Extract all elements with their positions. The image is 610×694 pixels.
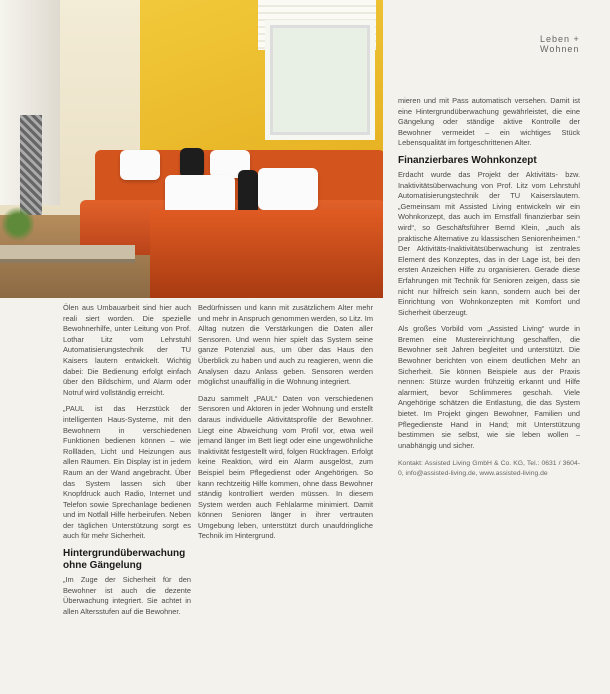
paragraph: Ölen aus Umbauarbeit sind hier auch reali siert worden. Die spezielle Bewohnerhilfe, unter Leitung von Prof. Lothar Litz vom Lehrstuhl Automatisierungstechnik der TU Kaisers lautern entwickelt. Wichtig dabei: Die Bedienung erfolgt einfach über den Bildschirm, und Alarm oder Notruf wird vollständig erreicht. bbox=[63, 303, 191, 397]
photo-pillow bbox=[258, 168, 318, 210]
paragraph: Dazu sammelt „PAUL“ Daten von verschiedenen Sensoren und Aktoren in jeder Wohnung und erstellt daraus individuelle Aktivitätsprofile der Bewohner. Liegt eine Abweichung vom Profil vor, etwa weil jemand länger im Bett liegt oder eine ungewöhnliche Inaktivität festgestellt wird, folgen Rückfragen. Erfolgt keine Reaktion, wird ein Alarm ausgelöst, zum Beispiel beim Pflegedienst oder Angehörigen. So kann rechtzeitig Hilfe kommen, ohne dass Bewohner ständig kontrolliert werden müssen. In diesem System werden auch Fehlalarme minimiert. Damit können Senioren länger in ihrer vertrauten Umgebung leben, unterstützt durch unaufdringliche Technik im Hintergrund. bbox=[198, 393, 373, 541]
paragraph: Erdacht wurde das Projekt der Aktivitäts- bzw. Inaktivitätsüberwachung von Prof. Litz vom Lehrstuhl Automatisierungstechnik der TU Kaiserslautern. „Gemeinsam mit Assisted Living entwickeln wir ein Wohnkonzept, das auch im Ernstfall finanzierbar sein wird“, so Geschäftsführer Bernd Klein, „auch als praktische Alternative zu klassischen Seniorenheimen.“ Der Aktivitäts-Inaktivitätsüberwachung ist zentrales Element des Konzeptes, das in der Lage ist, bei den ersten Anzeichen Hilfe zu organisieren. Gerade diese Erfahrungen mit Technik für Senioren zeigen, dass sie nicht nur hilfreich sein kann, sondern auch bei der Einrichtung von Wohnkonzepten mit Komfort und Sicherheit überzeugt. bbox=[398, 169, 580, 317]
photo-pillow bbox=[120, 150, 160, 180]
subheading: Finanzierbares Wohnkonzept bbox=[398, 154, 537, 166]
paragraph: „PAUL ist das Herzstück der intelligenten Haus-Systeme, mit den Bewohnern in verschiedenen Funktionen bedienen können – wie Rollläden, Licht und Heizungen aus allen Räumen. Ein Display ist in jedem Raum an der Wand angebracht. Über das System lassen sich über Knopfdruck auch Radio, Internet und Telefon sowie Sprechanlage bedienen und im Notfall Hilfe herbeirufen. Neben der täglichen Unterstützung sorgt es auch für mehr Sicherheit. bbox=[63, 404, 191, 541]
text-column-2 bbox=[198, 303, 373, 548]
photo-pillow-dark bbox=[180, 148, 204, 178]
photo-pillow-dark bbox=[238, 170, 258, 215]
contact-credits: Kontakt: Assisted Living GmbH & Co. KG, Tel.: 0631 / 3604-0, info@assisted-living.de, www.assisted-living.de bbox=[398, 460, 580, 477]
section-tag: Leben + Wohnen bbox=[540, 34, 580, 54]
paragraph: Als großes Vorbild vom „Assisted Living“ wurde in Bremen eine Mustereinrichtung geschaffen, die Bewohner seit Jahren begleitet und unterstützt. Die Bewohner berichten von einem deutlichen Mehr an Sicherheit. Sie können Beispiele aus der Praxis nennen: Stürze wurden frühzeitig erkannt und Hilfe alarmiert, bevor Schlimmeres geschah. Viele Angehörige schätzen die Entlastung, die das System bietet. Im Projekt gingen Bewohner, Familien und Pflegedienste Hand in Hand; mit Unterstützung bestimmen sie selbst, wie sie leben wollen – unabhängig und sicher. bbox=[398, 324, 580, 450]
paragraph: Bedürfnissen und kann mit zusätzlichem Alter mehr und mehr in Anspruch genommen werden, so Litz. Im Alltag nutzen die Verstärkungen die Daten aller Sensoren. Und wenn hier spielt das System seine ganze Potenzial aus, um über das Haus den Überblick zu haben und auch zu reagieren, wenn die Analysen dazu Anlass geben. Sensoren werden möglichst unauffällig in die Wohnung integriert. bbox=[198, 303, 374, 387]
photo-window bbox=[265, 20, 375, 140]
photo-shelf bbox=[20, 115, 42, 215]
text-column-1 bbox=[63, 303, 191, 623]
interior-photo bbox=[0, 0, 383, 298]
text-column-3 bbox=[398, 96, 580, 478]
paragraph: „Im Zuge der Sicherheit für den Bewohner ist auch die dezente Überwachung integriert. Sie achtet in allen Altersstufen auf die Bewohner. bbox=[63, 575, 191, 616]
subheading: Hintergrundüberwachung ohne Gängelung bbox=[63, 548, 186, 572]
paragraph: mieren und mit Pass automatisch versehen. Damit ist eine Hintergrundüberwachung gewährleistet, die eine Gängelung oder ständige aktive Kontrolle der Bewohner vermeidet – ein wichtiges Stück Lebensqualität im fortgeschrittenen Alter. bbox=[398, 96, 580, 148]
photo-table bbox=[0, 245, 135, 259]
photo-plant bbox=[2, 205, 34, 243]
photo-sofa-front bbox=[150, 210, 383, 298]
